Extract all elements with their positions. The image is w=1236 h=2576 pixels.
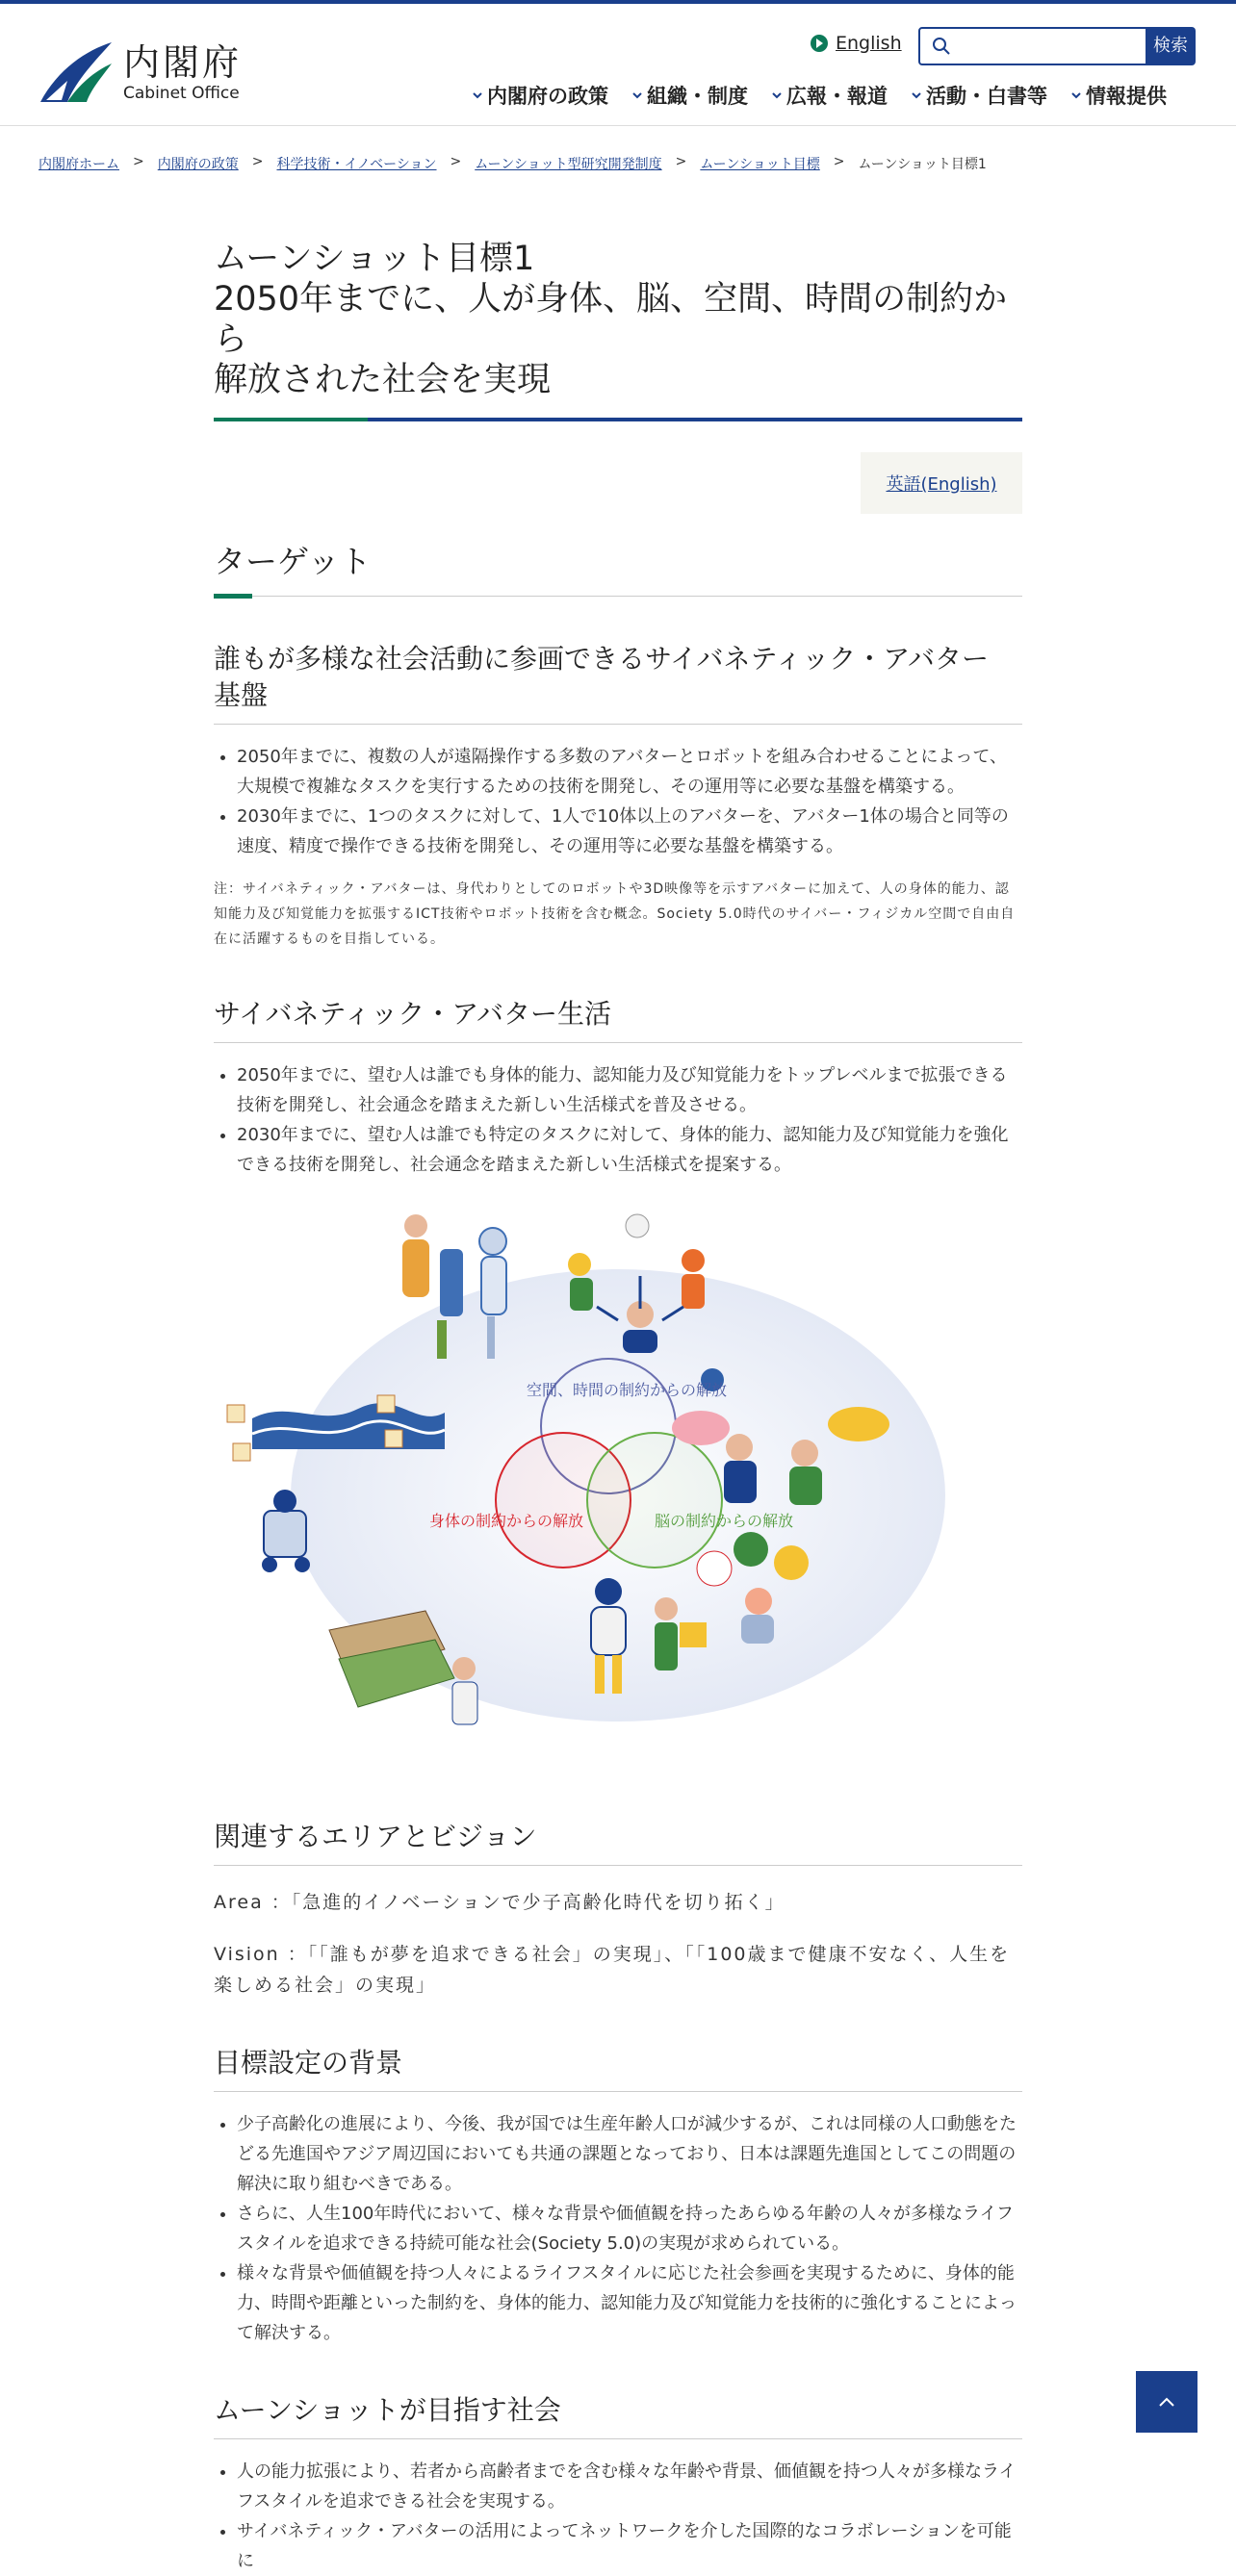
brain-circle [587,1433,722,1568]
main-content [214,239,1022,2576]
nav-item-label: 内閣府の政策 [487,85,608,108]
english-link[interactable] [811,33,902,54]
background-list [214,2109,1022,2348]
list-item: • 2050年までに、複数の人が遠隔操作する多数のアバターとロボットを組み合わせることによって、大規模で複雑なタスクを実行するための技術を開発し、その運用等に必要な基盤を構築する。 [237,742,1022,802]
chevron-up-icon [1157,2395,1176,2409]
nav-item-activities[interactable] [911,81,1047,110]
nav-item-label: 組織・制度 [647,85,748,108]
subheading-background: 目標設定の背景 [214,2045,1022,2092]
society-list [214,2457,1022,2576]
list-item: • サイバネティック・アバターの活用によってネットワークを介した国際的なコラボレーションを可能に [237,2516,1022,2576]
breadcrumb-current: ムーンショット目標1 [858,157,987,172]
label-space-time: 空間、時間の制約からの解放 [527,1381,728,1399]
site-logo[interactable] [39,40,242,104]
footnote: 注：サイバネティック・アバターは、身代わりとしてのロボットや3D映像等を示すアバターに加えて、人の身体的能力、認知能力及び知覚能力を拡張するICT技術やロボット技術を含む概念。Society 5.0時代のサイバー・フィジカル空間で自由自在に活躍するものを目指している。 [214,881,1016,947]
venn-diagram [214,1207,1022,1774]
nav-item-press[interactable] [771,81,888,110]
cabinet-office-logo-icon [39,40,114,104]
section-heading-target: ターゲット [214,537,1022,597]
label-brain: 脳の制約からの解放 [655,1512,794,1530]
breadcrumb-link-science[interactable]: 科学技術・イノベーション [276,157,437,172]
nav-item-label: 広報・報道 [786,85,888,108]
nav-item-organization[interactable] [631,81,748,110]
list-item: • 2030年までに、1つのタスクに対して、1人で10体以上のアバターを、アバター1体の場合と同等の速度、精度で操作できる技術を開発し、その運用等に必要な基盤を構築する。 [237,802,1022,861]
label-body: 身体の制約からの解放 [429,1512,584,1530]
subheading-moonshot-society: ムーンショットが目指す社会 [214,2392,1022,2439]
breadcrumb [39,154,987,173]
global-nav [472,81,1167,110]
page-title-line: 解放された社会を実現 [214,361,552,399]
list-item: • 様々な背景や価値観を持つ人々によるライフスタイルに応じた社会参画を実現するために、身体的能力、時間や距離といった制約を、身体的能力、認知能力及び知覚能力を技術的に強化することによって解決する。 [237,2258,1022,2348]
page-title-line: 2050年までに、人が身体、脳、空間、時間の制約から [214,280,1008,359]
list-item: • 少子高齢化の進展により、今後、我が国では生産年齢人口が減少するが、これは同様の人口動態をたどる先進国やアジア周辺国においても共通の課題となっており、日本は課題先進国としてこの問題の解決に取り組むべきである。 [237,2109,1022,2199]
arrow-circle-icon [811,35,828,52]
venn-illustration [214,1207,1022,1774]
chevron-down-icon [771,89,783,101]
nav-item-label: 活動・白書等 [926,85,1047,108]
search-icon [932,37,951,56]
english-version-link[interactable]: 英語(English) [886,474,997,495]
search-input[interactable] [918,27,1149,65]
english-version-box [861,452,1022,514]
list-item: • 2030年までに、望む人は誰でも特定のタスクに対して、身体的能力、認知能力及び知覚能力を強化できる技術を開発し、社会通念を踏まえた新しい生活様式を提案する。 [237,1120,1022,1180]
breadcrumb-separator: > [133,154,144,169]
nav-item-information[interactable] [1070,81,1167,110]
breadcrumb-separator: > [251,154,264,169]
subheading-avatar-foundation: 誰もが多様な社会活動に参画できるサイバネティック・アバター 基盤 [214,641,1022,725]
breadcrumb-separator: > [450,154,462,169]
chevron-down-icon [631,89,643,101]
chevron-down-icon [911,89,922,101]
list-item: • 人の能力拡張により、若者から高齢者までを含む様々な年齢や背景、価値観を持つ人々が多様なライフスタイルを追求できる社会を実現する。 [237,2457,1022,2516]
page-title-line: ムーンショット目標1 [214,240,535,278]
list-item: • さらに、人生100年時代において、様々な背景や価値観を持ったあらゆる年齢の人々が多様なライフスタイルを追求できる持続可能な社会(Society 5.0)の実現が求められている。 [237,2199,1022,2258]
subheading-avatar-life: サイバネティック・アバター生活 [214,996,1022,1043]
breadcrumb-link-moonshot-program[interactable]: ムーンショット型研究開発制度 [475,157,662,172]
breadcrumb-link-moonshot-goals[interactable]: ムーンショット目標 [700,157,820,172]
area-text: Area ：「急進的イノベーションで少子高齢化時代を切り拓く」 [214,1892,785,1913]
list-item: • 2050年までに、望む人は誰でも身体的能力、認知能力及び知覚能力をトップレベルまで拡張できる技術を開発し、社会通念を踏まえた新しい生活様式を普及させる。 [237,1060,1022,1120]
page-title [214,239,1022,418]
logo-title-jp: 内閣府 [123,41,243,84]
back-to-top-button[interactable] [1136,2371,1197,2433]
breadcrumb-link-home[interactable]: 内閣府ホーム [39,157,119,172]
target-list [214,1060,1022,1180]
logo-title-en: Cabinet Office [123,84,240,103]
chevron-down-icon [472,89,483,101]
vision-text: Vision ：「「誰もが夢を追求できる社会」の実現」、「「100歳まで健康不安なく、人生を楽しめる社会」の実現」 [214,1944,1011,1996]
nav-item-policy[interactable] [472,81,608,110]
title-divider [214,418,1022,421]
site-header [0,4,1236,126]
breadcrumb-link-policy[interactable]: 内閣府の政策 [157,157,239,172]
nav-item-label: 情報提供 [1086,85,1167,108]
subheading-area-vision: 関連するエリアとビジョン [214,1819,1022,1866]
search-button[interactable]: 検索 [1146,27,1196,65]
english-link-label: English [836,33,902,54]
chevron-down-icon [1070,89,1082,101]
target-list [214,742,1022,861]
breadcrumb-separator: > [833,154,845,169]
breadcrumb-separator: > [675,154,687,169]
